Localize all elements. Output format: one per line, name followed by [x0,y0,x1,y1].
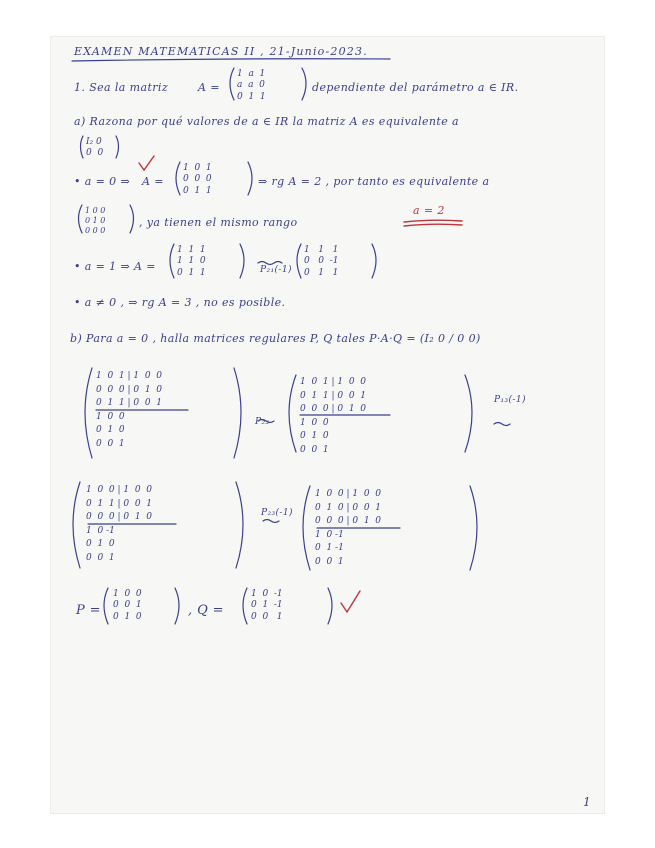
block1-operation-2: P₁₃(-1) [494,395,526,405]
case-other-text: • a ≠ 0 , ⇒ rg A = 3 , no es posible. [74,296,286,309]
case-a0-equivalent-matrix: 1 0 0 0 1 0 0 0 0 [85,206,106,235]
case-a0-matrix: 1 0 1 0 0 0 0 1 1 [183,163,212,196]
block1-right-matrix: 1 0 1 | 1 0 0 0 1 1 | 0 0 1 0 0 0 | 0 1 0 1 0 0 0 1 0 0 0 1 [300,377,366,455]
page-number: 1 [583,795,592,809]
matrix-a-label: A = [198,81,220,94]
case-a0-conclusion: , ya tienen el mismo rango [139,216,298,229]
result-q-label: , Q = [188,603,224,618]
case-a1-matrix: 1 1 1 1 1 0 0 1 1 [177,245,206,278]
block1-operation-1: P₂₃ [255,417,270,427]
question-intro: 1. Sea la matriz [74,81,169,94]
question-parameter-text: dependiente del parámetro a ∈ IR. [312,81,519,94]
block2-right-matrix: 1 0 0 | 1 0 0 0 1 0 | 0 0 1 0 0 0 | 0 1 0 1 0 -1 0 1 -1 0 0 1 [315,489,381,567]
part-b-statement: b) Para a = 0 , halla matrices regulares P, Q tales P·A·Q = (I₂ 0 / 0 0) [70,332,481,345]
target-matrix: I₂ 0 0 0 [86,137,104,159]
case-a1-reduced-matrix: 1 1 1 0 0 -1 0 1 1 [304,245,339,278]
result-p-label: P = [76,603,101,618]
case-a1-prefix: • a = 1 ⇒ A = [74,260,156,273]
result-p-matrix: 1 0 0 0 0 1 0 1 0 [113,589,142,622]
case-a0-matrix-label: A = [142,175,164,188]
block2-operation: P₂₃(-1) [261,508,293,518]
case-a0-prefix: • a = 0 ⇒ [74,175,131,188]
exam-title: EXAMEN MATEMATICAS II , 21-Junio-2023. [74,45,368,58]
case-a1-operation: P₂₁(-1) [260,265,292,275]
case-a0-rank-text: ⇒ rg A = 2 , por tanto es equivalente a [258,175,490,188]
matrix-a: 1 a 1 a a 0 0 1 1 [237,69,266,102]
part-a-statement: a) Razona por qué valores de a ∈ IR la matriz A es equivalente a [74,115,460,128]
block1-left-matrix: 1 0 1 | 1 0 0 0 0 0 | 0 1 0 0 1 1 | 0 0 1 1 0 0 0 1 0 0 0 1 [96,371,162,449]
block2-left-matrix: 1 0 0 | 1 0 0 0 1 1 | 0 0 1 0 0 0 | 0 1 0 1 0 -1 0 1 0 0 0 1 [86,485,152,563]
case-a0-answer: a = 2 [413,204,445,217]
result-q-matrix: 1 0 -1 0 1 -1 0 0 1 [251,589,283,622]
